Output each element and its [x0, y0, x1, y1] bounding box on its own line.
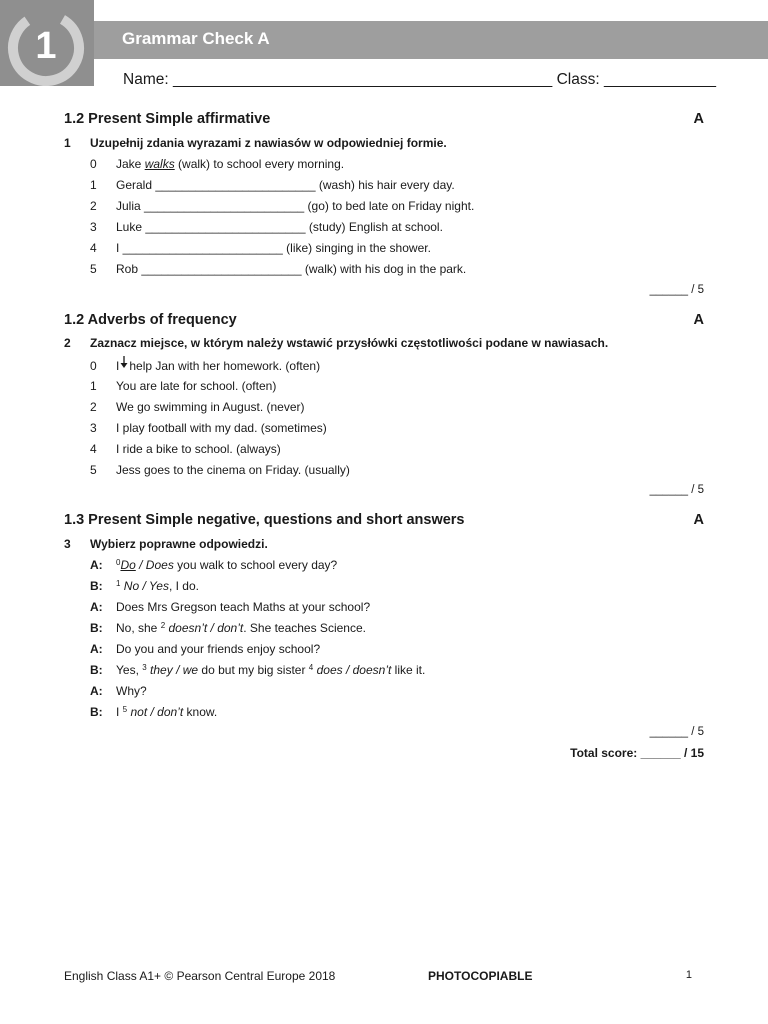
- item-number: 5: [90, 463, 97, 477]
- list-item[interactable]: [90, 262, 466, 276]
- speaker-label: A:: [90, 558, 103, 572]
- speaker-label: B:: [90, 705, 103, 719]
- item-number: 3: [90, 220, 97, 234]
- instruction-text: Zaznacz miejsce, w którym należy wstawić przysłówki częstotliwości podane w nawiasach.: [90, 336, 609, 350]
- speaker-label: A:: [90, 600, 103, 614]
- dialogue-text: Do you and your friends enjoy school?: [116, 642, 321, 656]
- list-item[interactable]: [90, 199, 474, 213]
- dialogue-text: do but my big sister: [198, 663, 309, 677]
- item-text: Luke ________________________ (study) English at school.: [116, 220, 443, 234]
- dialogue-line: [90, 684, 147, 698]
- instruction-text: Wybierz poprawne odpowiedzi.: [90, 537, 268, 551]
- name-label: Name:: [123, 71, 169, 88]
- speaker-label: B:: [90, 621, 103, 635]
- section-score[interactable]: ______ / 5: [649, 284, 704, 296]
- dialogue-text: know.: [183, 705, 218, 719]
- section-title: 1.2 Adverbs of frequency: [64, 312, 237, 328]
- item-text: Jess goes to the cinema on Friday. (usually): [116, 463, 350, 477]
- class-label: Class:: [556, 71, 600, 88]
- title-bar: [94, 21, 768, 59]
- item-text: I ________________________ (like) singing in the shower.: [116, 241, 431, 255]
- dialogue-text: Why?: [116, 684, 147, 698]
- section-title: 1.3 Present Simple negative, questions and short answers: [64, 512, 465, 528]
- item-number: 0: [90, 359, 97, 373]
- item-number: 1: [90, 178, 97, 192]
- total-score-value[interactable]: ______ / 15: [640, 746, 704, 760]
- answer-choice[interactable]: does / doesn’t: [316, 663, 392, 677]
- dialogue-text: you walk to school every day?: [173, 558, 338, 572]
- dialogue-text: I: [116, 705, 123, 719]
- page-number: 1: [685, 969, 692, 981]
- footer-photocopiable: PHOTOCOPIABLE: [428, 969, 533, 983]
- list-item[interactable]: [90, 421, 327, 435]
- item-number: 3: [90, 421, 97, 435]
- unit-logo: [0, 0, 94, 86]
- item-number: 1: [90, 379, 97, 393]
- page-title: Grammar Check A: [122, 29, 270, 48]
- total-score-label: Total score:: [570, 746, 638, 760]
- instruction-text: Uzupełnij zdania wyrazami z nawiasów w odpowiedniej formie.: [90, 136, 447, 150]
- list-item[interactable]: [90, 178, 455, 192]
- class-blank[interactable]: _____________: [603, 71, 717, 88]
- speaker-label: B:: [90, 663, 103, 677]
- gap-number: 2: [160, 621, 166, 630]
- list-item[interactable]: [90, 463, 350, 477]
- item-number: 2: [90, 400, 97, 414]
- section-score[interactable]: ______ / 5: [649, 484, 704, 496]
- item-text: Jake: [116, 157, 145, 171]
- gap-number: 1: [116, 579, 121, 588]
- speaker-label: A:: [90, 684, 103, 698]
- exercise-instruction: [64, 537, 268, 551]
- item-number: 4: [90, 442, 97, 456]
- dialogue-text: Does Mrs Gregson teach Maths at your school?: [116, 600, 371, 614]
- example-answer: Do: [120, 558, 136, 572]
- list-item[interactable]: [90, 220, 443, 234]
- insert-arrow-icon: [119, 358, 129, 370]
- footer-copyright: English Class A1+ © Pearson Central Europe 2018: [64, 969, 336, 983]
- section-level: A: [693, 111, 704, 127]
- exercise-number: 3: [64, 537, 71, 551]
- total-score[interactable]: [570, 746, 704, 760]
- dialogue-line: [90, 579, 199, 593]
- exercise-instruction: [64, 136, 447, 150]
- item-text: You are late for school. (often): [116, 379, 277, 393]
- section-score[interactable]: ______ / 5: [649, 726, 704, 738]
- section-level: A: [693, 512, 704, 528]
- dialogue-line: [90, 621, 366, 635]
- list-item: [90, 157, 344, 171]
- item-number: 4: [90, 241, 97, 255]
- item-number: 0: [90, 157, 97, 171]
- section-level: A: [693, 312, 704, 328]
- dialogue-line: [90, 642, 320, 656]
- answer-choice: / Does: [135, 558, 174, 572]
- item-text: Rob ________________________ (walk) with his dog in the park.: [116, 262, 467, 276]
- item-text: I ride a bike to school. (always): [116, 442, 281, 456]
- dialogue-text: No, she: [116, 621, 161, 635]
- dialogue-text: like it.: [391, 663, 426, 677]
- item-text: We go swimming in August. (never): [116, 400, 305, 414]
- item-text: I play football with my dad. (sometimes): [116, 421, 327, 435]
- item-number: 2: [90, 199, 97, 213]
- exercise-instruction: [64, 336, 608, 350]
- dialogue-text: . She teaches Science.: [243, 621, 366, 635]
- dialogue-text: Yes,: [116, 663, 143, 677]
- section-title: 1.2 Present Simple affirmative: [64, 111, 271, 127]
- answer-choice[interactable]: not / don’t: [130, 705, 184, 719]
- answer-choice[interactable]: No / Yes: [123, 579, 169, 593]
- dialogue-text: , I do.: [168, 579, 199, 593]
- item-text: I: [116, 359, 120, 373]
- speaker-label: A:: [90, 642, 103, 656]
- unit-circle-icon: [0, 0, 94, 86]
- list-item[interactable]: [90, 241, 431, 255]
- answer-choice[interactable]: doesn’t / don’t: [168, 621, 244, 635]
- exercise-number: 2: [64, 336, 71, 350]
- gap-number: 0: [116, 558, 121, 567]
- example-answer: walks: [144, 157, 175, 171]
- name-class-line: [123, 71, 716, 89]
- name-blank[interactable]: ____________________________________________: [172, 71, 553, 88]
- item-text: Julia ________________________ (go) to bed late on Friday night.: [116, 199, 475, 213]
- dialogue-line: [90, 600, 370, 614]
- list-item[interactable]: [90, 442, 281, 456]
- gap-number: 5: [122, 705, 128, 714]
- dialogue-line: [90, 558, 337, 572]
- item-text: (walk) to school every morning.: [174, 157, 345, 171]
- exercise-number: 1: [64, 136, 71, 150]
- list-item: [90, 358, 320, 373]
- gap-number: 3: [142, 663, 147, 672]
- unit-number: 1: [35, 25, 57, 67]
- gap-number: 4: [308, 663, 314, 672]
- item-text: help Jan with her homework. (often): [129, 359, 321, 373]
- list-item[interactable]: [90, 379, 276, 393]
- list-item[interactable]: [90, 400, 305, 414]
- speaker-label: B:: [90, 579, 103, 593]
- dialogue-line: [90, 663, 425, 677]
- answer-choice[interactable]: they / we: [150, 663, 199, 677]
- dialogue-line: [90, 705, 217, 719]
- item-number: 5: [90, 262, 97, 276]
- item-text: Gerald ________________________ (wash) his hair every day.: [116, 178, 455, 192]
